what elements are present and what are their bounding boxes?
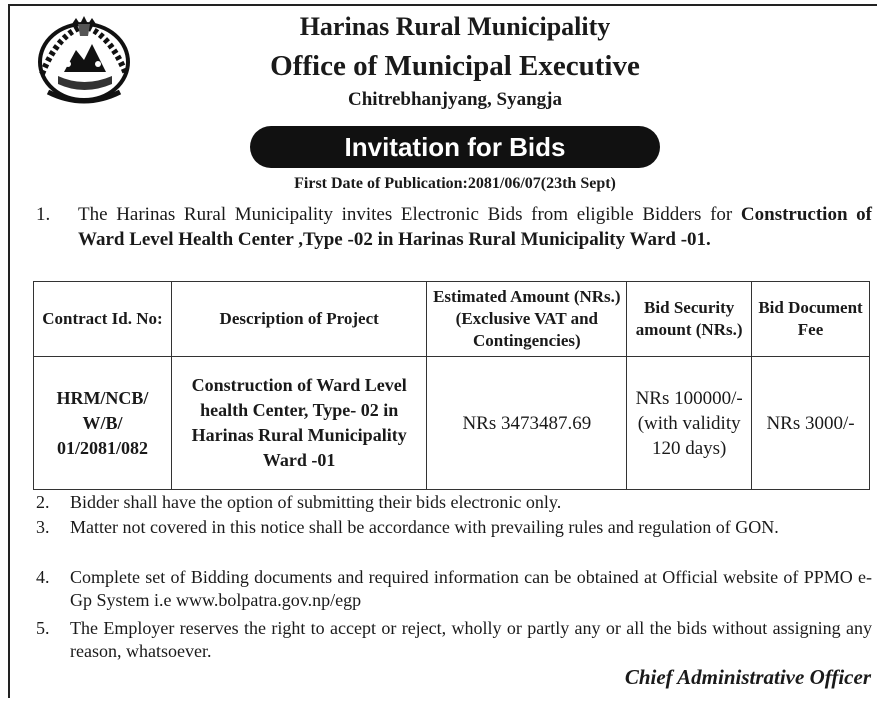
header-contract-id: Contract Id. No: <box>34 282 172 357</box>
nepal-emblem-logo <box>28 14 140 110</box>
municipality-name: Harinas Rural Municipality <box>299 12 611 41</box>
cell-contract-id: HRM/NCB/ W/B/ 01/2081/082 <box>34 357 172 490</box>
intro-text: The Harinas Rural Municipality invites Electronic Bids from eligible Bidders for <box>78 204 741 225</box>
cell-bid-security: NRs 100000/- (with validity 120 days) <box>627 357 752 490</box>
clause-number: 2. <box>36 492 50 512</box>
clause-4 <box>36 566 872 612</box>
clause-text: The Employer reserves the right to accept or reject, wholly or partly any or all the bids without assigning any reason, whatsoever. <box>70 618 872 661</box>
header-document-fee: Bid Document Fee <box>752 282 870 357</box>
table-row <box>34 357 870 490</box>
cell-description: Construction of Ward Level health Center, Type- 02 in Harinas Rural Municipality Ward -01 <box>171 357 427 490</box>
clause-text: Complete set of Bidding documents and required information can be obtained at Official website of PPMO e-Gp System i.e www.bolpatra.gov.np/egp <box>70 567 872 610</box>
bid-table <box>33 281 870 490</box>
publication-date: First Date of Publication:2081/06/07(23th Sept) <box>294 175 616 192</box>
intro-project: Construction of Ward Level Health Center ,Type -02 in Harinas Rural Municipality Ward -01. <box>78 204 872 250</box>
clause-3 <box>36 516 872 539</box>
clause-number: 4. <box>36 567 50 587</box>
office-location: Chitrebhanjyang, Syangja <box>348 89 562 110</box>
banner-title: Invitation for Bids <box>344 131 566 162</box>
intro-text-block <box>78 202 872 252</box>
cell-document-fee: NRs 3000/- <box>752 357 870 490</box>
clause-number: 5. <box>36 618 50 638</box>
cell-estimated-amount: NRs 3473487.69 <box>427 357 627 490</box>
intro-clause <box>36 202 872 252</box>
office-name: Office of Municipal Executive <box>270 50 640 82</box>
header-description: Description of Project <box>171 282 427 357</box>
header-bid-security: Bid Security amount (NRs.) <box>627 282 752 357</box>
clause-5 <box>36 617 872 663</box>
clause-text: Matter not covered in this notice shall be accordance with prevailing rules and regulation of GON. <box>70 517 779 537</box>
clause-number: 3. <box>36 517 50 537</box>
signatory-title: Chief Administrative Officer <box>624 665 871 689</box>
invitation-banner <box>250 126 660 168</box>
header-estimated-amount: Estimated Amount (NRs.) (Exclusive VAT and Contingencies) <box>427 282 627 357</box>
clause-text: Bidder shall have the option of submitting their bids electronic only. <box>70 492 562 512</box>
table-header-row <box>34 282 870 357</box>
clause-2 <box>36 491 872 514</box>
clause-number: 1. <box>36 204 51 225</box>
